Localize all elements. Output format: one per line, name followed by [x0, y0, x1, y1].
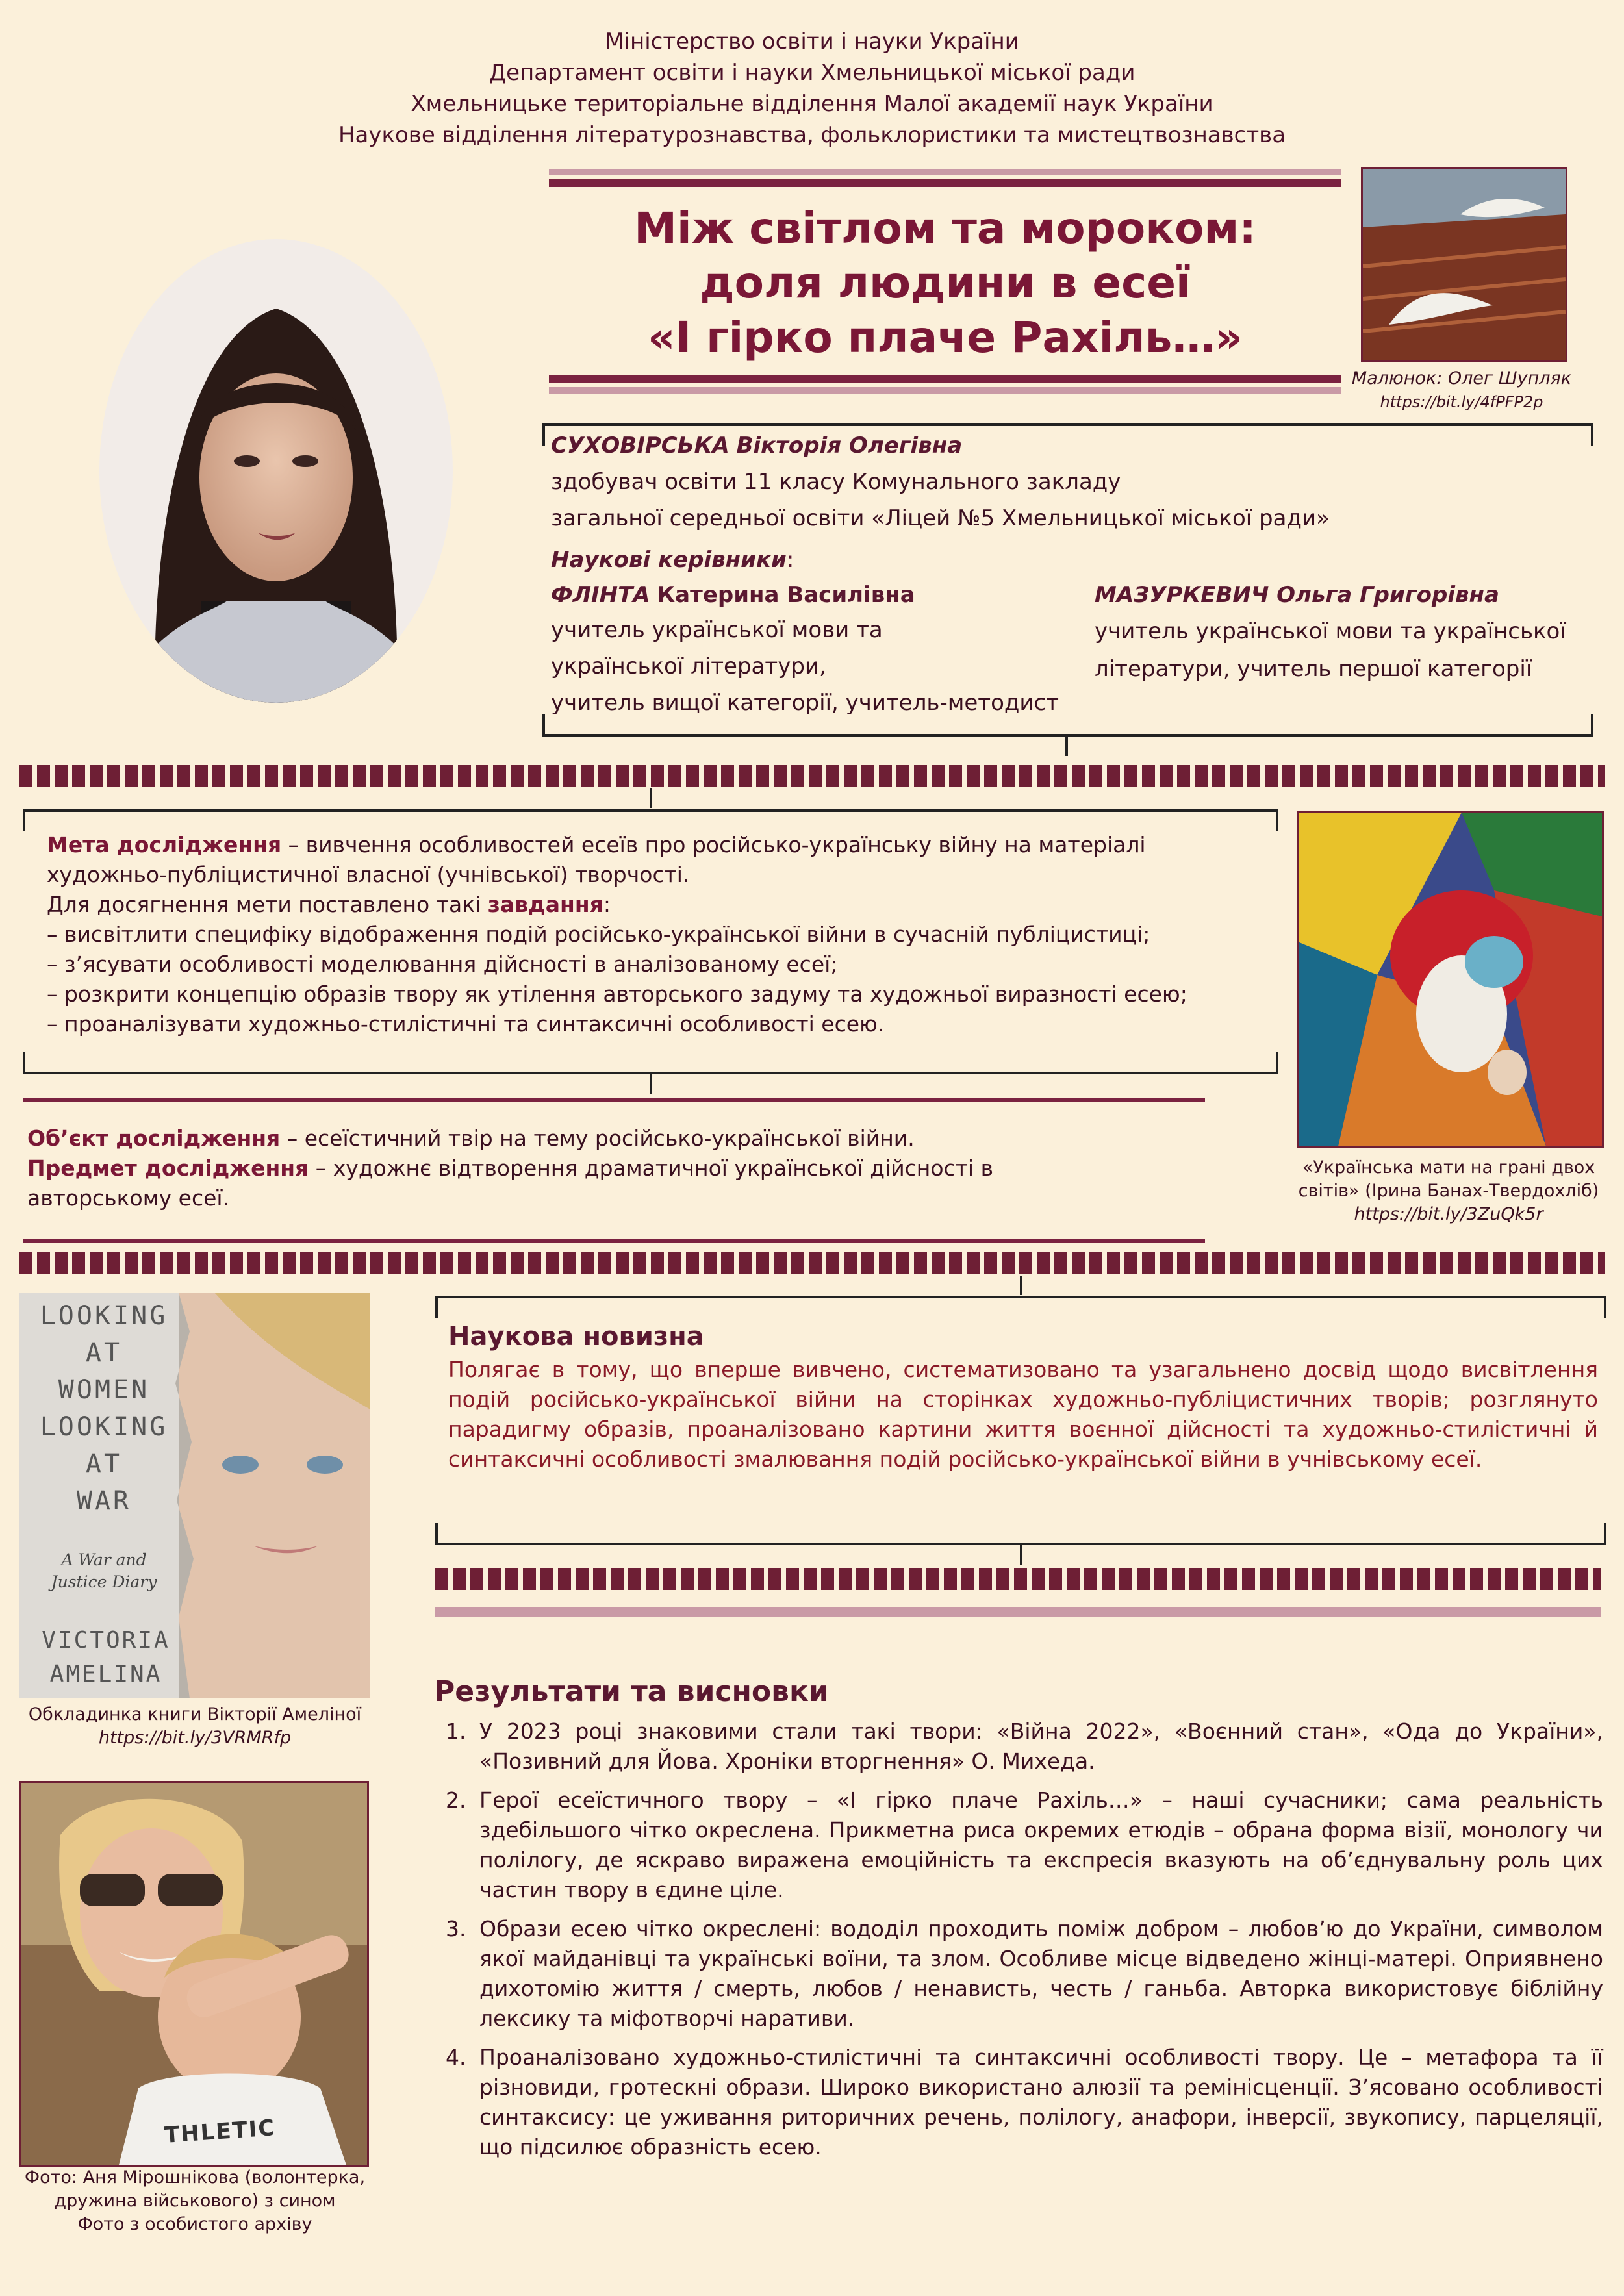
photo-caption	[6, 2166, 383, 2236]
author-desc-1: здобувач освіти 11 класу Комунального закладу	[551, 469, 1121, 495]
supervisors-colon: :	[786, 547, 794, 573]
dashed-divider	[19, 765, 1605, 787]
photo-caption-1: Фото: Аня Мірошнікова (волонтерка,	[24, 2167, 366, 2188]
goal-section	[47, 830, 1281, 1039]
book-title-line: WAR	[76, 1486, 132, 1516]
book-author	[31, 1624, 181, 1691]
painting1-link[interactable]: https://bit.ly/4fPFP2p	[1380, 393, 1543, 411]
bracket-tick	[1020, 1276, 1022, 1295]
novelty-text: Полягає в тому, що вперше вивчено, систематизовано та узагальнено досвід щодо висвітлення подій російсько-української війни на сторінках художньо-публіцистичних творів; розглянуто парадигму образів, проаналізовано картини життя воєнної дійсності та художньо-стилістичні й синтаксичні особливості змалювання подій російсько-української війни в учнівському есеї.	[448, 1357, 1598, 1472]
supervisor1-line-3: учитель вищої категорії, учитель-методист	[551, 690, 1059, 716]
book-caption-text: Обкладинка книги Вікторії Амеліної	[28, 1704, 362, 1724]
bracket-tick	[650, 788, 652, 808]
painting1-caption	[1345, 367, 1579, 414]
book-title-line: AT	[85, 1449, 123, 1479]
supervisor2-line-1: учитель української мови та української	[1095, 618, 1566, 644]
task-item: – з’ясувати особливості моделювання дійсності в аналізованому есеї;	[47, 952, 838, 977]
volunteer-photo	[19, 1781, 369, 2167]
goal-text-2: художньо-публіцистичної власної (учнівської) творчості.	[47, 862, 690, 887]
divider-stripe	[549, 179, 1341, 187]
divider-line	[23, 1239, 1205, 1243]
book-subtitle-2: Justice Diary	[51, 1572, 157, 1591]
divider-line	[23, 1098, 1205, 1102]
header-line-2: Департамент освіти і науки Хмельницької міської ради	[488, 60, 1136, 86]
supervisor1-surname: ФЛІНТА	[551, 582, 650, 608]
book-subtitle	[32, 1549, 175, 1593]
book-title-line: LOOKING	[40, 1301, 168, 1331]
page-title	[549, 201, 1341, 365]
shirt-text: THLETIC	[163, 2115, 277, 2149]
header-line-3: Хмельницьке територіальне відділення Малої академії наук України	[411, 91, 1213, 117]
book-title	[32, 1298, 175, 1520]
novelty-bracket-top	[435, 1296, 1606, 1318]
supervisors-heading: Наукові керівники	[551, 547, 787, 573]
object-text: – есеїстичний твір на тему російсько-української війни.	[280, 1126, 915, 1151]
bracket-tick	[1065, 737, 1068, 756]
book-author-2: AMELINA	[49, 1661, 162, 1687]
header-line-1: Міністерство освіти і науки України	[605, 29, 1019, 55]
photo-caption-2: дружина військового) з сином	[54, 2191, 336, 2211]
task-item: – висвітлити специфіку відображення подій російсько-української війни в сучасній публіцистиці;	[47, 922, 1150, 947]
subject-label: Предмет дослідження	[27, 1155, 309, 1181]
book-cover	[19, 1293, 370, 1698]
dashed-divider	[435, 1568, 1601, 1590]
book-link[interactable]: https://bit.ly/3VRMRfp	[98, 1728, 292, 1748]
task-item: – проаналізувати художньо-стилістичні та синтаксичні особливості есею.	[47, 1011, 885, 1037]
result-item: 3. Образи есею чітко окреслені: вододіл проходить поміж добром – любов’ю до України, символом якої майданівці та українські воїни, та злом. Особливе місце відведено жінці-матері. Оприявнено дихотомію життя / смерть, любов / ненависть, честь / ганьба. Авторка використовує біблійну лексику та міфотворчі наративи.	[473, 1914, 1603, 2034]
supervisor-2	[1095, 578, 1588, 687]
dashed-divider	[19, 1252, 1605, 1274]
result-item: 2. Герої есеїстичного твору – «І гірко плаче Рахіль…» – наші сучасники; сама реальність здебільшого чітко окреслена. Прикметна риса окремих етюдів – обрана форма візії, монологу чи полілогу, де яскраво виражена емоційність та експресія вказують на об’єднувальну роль цих частин твору в єдине ціле.	[473, 1785, 1603, 1905]
result-item: 4. Проаналізовано художньо-стилістичні та синтаксичні особливості твору. Це – метафора та її різновиди, гротескні образи. Широко використано алюзії та ремінісценції. З’ясовано особливості синтаксису: це уживання риторичних речень, полілогу, анафори, інверсії, звукопису, парцеляції, що підсилює образність есею.	[473, 2043, 1603, 2162]
mother-painting	[1297, 811, 1604, 1148]
author-name: Вікторія Олегівна	[736, 433, 963, 459]
tasks-colon: :	[603, 892, 611, 917]
goal-bracket-top	[23, 809, 1278, 831]
tasks-intro: Для досягнення мети поставлено такі	[47, 892, 488, 917]
task-item: – розкрити концепцію образів твору як утілення авторського задуму та художньої виразності есею;	[47, 981, 1187, 1007]
results-section	[434, 1672, 1603, 2171]
object-label: Об’єкт дослідження	[27, 1126, 281, 1151]
supervisor2-surname: МАЗУРКЕВИЧ	[1095, 582, 1269, 608]
author-portrait	[97, 237, 455, 705]
goal-bracket-bottom	[23, 1052, 1278, 1074]
painting1-caption-text: Малюнок: Олег Шупляк	[1351, 368, 1572, 388]
title-line-1: Між світлом та мороком:	[634, 203, 1256, 253]
stork-painting	[1361, 167, 1567, 362]
supervisor1-line-1: учитель української мови та	[551, 617, 883, 643]
novelty-section	[448, 1318, 1598, 1474]
novelty-bracket-bottom	[435, 1523, 1606, 1545]
results-heading: Результати та висновки	[434, 1675, 829, 1708]
painting2-caption-1: «Українська мати на грані двох	[1302, 1157, 1595, 1178]
divider-stripe	[549, 169, 1341, 175]
supervisor1-line-2: української літератури,	[551, 653, 826, 679]
author-surname: СУХОВІРСЬКА	[551, 433, 730, 459]
title-line-2: доля людини в есеї	[700, 258, 1191, 308]
book-title-line: WOMEN	[58, 1375, 150, 1405]
book-caption	[6, 1703, 383, 1750]
subject-text-1: – художнє відтворення драматичної української дійсності в	[309, 1155, 994, 1181]
book-subtitle-1: A War and	[61, 1550, 147, 1569]
book-title-line: AT	[85, 1338, 123, 1368]
divider-stripe	[435, 1607, 1601, 1617]
goal-text-1: – вивчення особливостей есеїв про російсько-українську війну на матеріалі	[281, 832, 1146, 857]
author-info	[551, 429, 1577, 577]
subject-text-2: авторському есеї.	[27, 1185, 230, 1211]
author-desc-2: загальної середньої освіти «Ліцей №5 Хмельницької міської ради»	[551, 505, 1330, 531]
header-line-4: Наукове відділення літературознавства, фольклористики та мистецтвознавства	[338, 122, 1286, 148]
book-title-line: LOOKING	[40, 1412, 168, 1442]
painting2-caption	[1276, 1156, 1621, 1226]
object-section	[27, 1124, 1210, 1213]
supervisor-1	[551, 578, 1084, 721]
painting2-link[interactable]: https://bit.ly/3ZuQk5r	[1354, 1204, 1543, 1224]
divider-stripe	[549, 375, 1341, 383]
tasks-word: завдання	[487, 892, 603, 917]
bracket-tick	[650, 1074, 652, 1094]
divider-stripe	[549, 387, 1341, 394]
photo-caption-3: Фото з особистого архіву	[77, 2214, 312, 2234]
author-bracket-bottom	[542, 714, 1593, 737]
institution-header	[0, 26, 1624, 151]
painting2-caption-2: світів» (Ірина Банах-Твердохліб)	[1298, 1181, 1599, 1201]
supervisor2-line-2: літератури, учитель першої категорії	[1095, 656, 1532, 682]
bracket-tick	[1020, 1545, 1022, 1565]
goal-label: Мета дослідження	[47, 832, 282, 857]
supervisor2-name: Ольга Григорівна	[1276, 582, 1499, 608]
supervisor1-name: Катерина Василівна	[657, 582, 915, 608]
book-author-1: VICTORIA	[42, 1627, 170, 1654]
title-line-3: «І гірко плаче Рахіль…»	[648, 312, 1243, 362]
result-item: 1. У 2023 році знаковими стали такі твори: «Війна 2022», «Воєнний стан», «Ода до України», «Позивний для Йова. Хроніки вторгнення» О. Михеда.	[473, 1717, 1603, 1776]
novelty-heading: Наукова новизна	[448, 1322, 704, 1352]
